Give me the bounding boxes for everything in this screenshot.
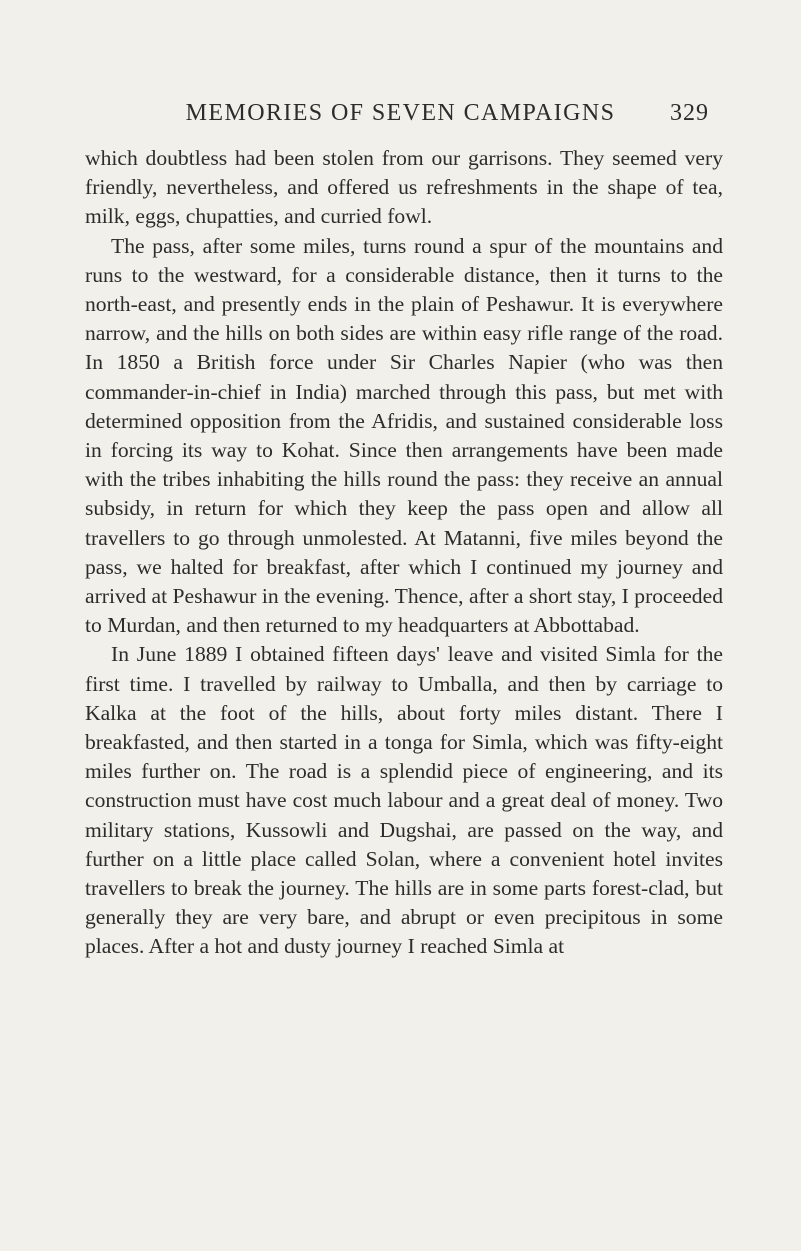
running-head [0, 96, 801, 130]
paragraph-simla: In June 1889 I obtained fifteen days' leave and visited Simla for the first time. I travelled by railway to Umballa, and then by carriage to Kalka at the foot of the hills, about forty miles distant. There I breakfasted, and then started in a tonga for Simla, which was fifty-eight miles further on. The road is a splendid piece of engineering, and its construction must have cost much labour and a great deal of money. Two military stations, Kussowli and Dugshai, are passed on the way, and further on a little place called Solan, where a convenient hotel invites travellers to break the journey. The hills are in some parts forest-clad, but generally they are very bare, and abrupt or even precipitous in some places. After a hot and dusty journey I reached Simla at [85, 642, 723, 959]
running-title: MEMORIES OF SEVEN CAMPAIGNS [185, 100, 616, 126]
paragraph-pass: The pass, after some miles, turns round a spur of the mountains and runs to the westward, for a considerable distance, then it turns to the north-east, and presently ends in the plain of Peshawur. It is everywhere narrow, and the hills on both sides are within easy rifle range of the road. In 1850 a British force under Sir Charles Napier (who was then commander-in-chief in India) marched through this pass, but met with determined opposition from the Afridis, and sustained considerable loss in forcing its way to Kohat. Since then arrangements have been made with the tribes inhabiting the hills round the pass: they receive an annual subsidy, in return for which they keep the pass open and allow all travellers to go through unmolested. At Matanni, five miles beyond the pass, we halted for breakfast, after which I continued my journey and arrived at Peshawur in the evening. Thence, after a short stay, I proceeded to Murdan, and then returned to my headquarters at Abbottabad. [85, 233, 723, 638]
page-number: 329 [670, 100, 709, 126]
paragraph-continued: which doubtless had been stolen from our garrisons. They seemed very friendly, nevertheless, and offered us refreshments in the shape of tea, milk, eggs, chupatties, and curried fowl. [85, 146, 723, 229]
body-text [85, 144, 723, 962]
